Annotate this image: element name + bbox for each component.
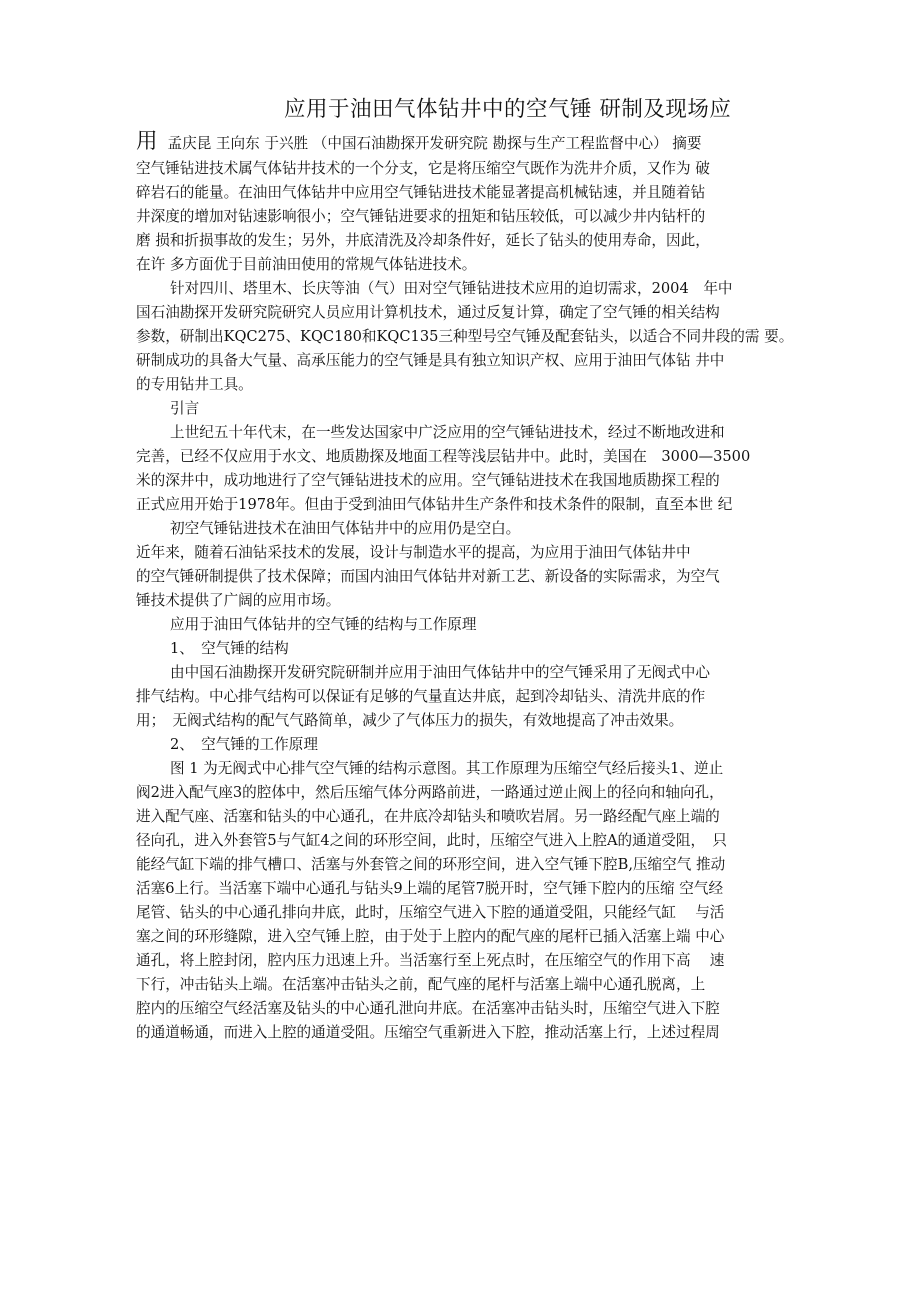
body-text-line: 初空气锤钻进技术在油田气体钻井中的应用仍是空白。 <box>170 520 521 537</box>
body-text-line: 的空气锤研制提供了技术保障；而国内油田气体钻井对新工艺、新设备的实际需求，为空气 <box>136 568 720 585</box>
authors-line: 孟庆昆 王向东 于兴胜 （中国石油勘探开发研究院 勘探与生产工程监督中心） 摘要 <box>167 135 702 152</box>
body-text-line: 锤技术提供了广阔的应用市场。 <box>136 592 341 609</box>
body-text-line: 2、 空气锤的工作原理 <box>170 736 318 753</box>
body-text-line: 由中国石油勘探开发研究院研制并应用于油田气体钻井中的空气锤采用了无阀式中心 <box>170 664 710 681</box>
body-text-line: 参数，研制出KQC275、KQC180和KQC135三种型号空气锤及配套钻头，以适合不同井段的需 要。 <box>136 328 794 345</box>
title-end-char: 用 <box>136 129 158 154</box>
body-text-line: 腔内的压缩空气经活塞及钻头的中心通孔泄向井底。在活塞冲击钻头时，压缩空气进入下腔 <box>136 1000 720 1017</box>
body-text-line: 在许 多方面优于目前油田使用的常规气体钻进技术。 <box>136 256 477 273</box>
body-text-line: 上世纪五十年代末，在一些发达国家中广泛应用的空气锤钻进技术，经过不断地改进和 <box>170 424 725 441</box>
body-text-line: 径向孔，进入外套管5与气缸4之间的环形空间，此时，压缩空气进入上腔A的通道受阻， 只 <box>136 832 727 849</box>
body-text-line: 米的深井中，成功地进行了空气锤钻进技术的应用。空气锤钻进技术在我国地质勘探工程的 <box>136 472 720 489</box>
body-text-line: 图 1 为无阀式中心排气空气锤的结构示意图。其工作原理为压缩空气经后接头1、逆止 <box>170 760 724 777</box>
body-text-line: 引言 <box>170 400 200 417</box>
body-text-line: 国石油勘探开发研究院研究人员应用计算机技术，通过反复计算，确定了空气锤的相关结构 <box>136 304 720 321</box>
body-text-line: 近年来，随着石油钻采技术的发展，设计与制造水平的提高，为应用于油田气体钻井中 <box>136 544 691 561</box>
body-text-line: 的专用钻井工具。 <box>136 376 253 393</box>
body-text-line: 1、 空气锤的结构 <box>170 640 289 657</box>
body-text-line: 阀2进入配气座3的腔体中，然后压缩气体分两路前进，一路通过逆止阀上的径向和轴向孔， <box>136 784 724 801</box>
body-text-line: 用； 无阀式结构的配气气路简单，减少了气体压力的损失，有效地提高了冲击效果。 <box>136 712 684 729</box>
body-text-line: 应用于油田气体钻井的空气锤的结构与工作原理 <box>170 616 477 633</box>
body-text-line: 通孔，将上腔封闭，腔内压力迅速上升。当活塞行至上死点时，在压缩空气的作用下高 速 <box>136 952 725 969</box>
body-text-line: 活塞6上行。当活塞下端中心通孔与钻头9上端的尾管7脱开时，空气锤下腔内的压缩 空气经 <box>136 880 724 897</box>
body-text-line: 进入配气座、活塞和钻头的中心通孔，在井底冷却钻头和喷吹岩屑。另一路经配气座上端的 <box>136 808 720 825</box>
title-continuation-line <box>136 129 702 154</box>
body-text-line: 下行，冲击钻头上端。在活塞冲击钻头之前，配气座的尾杆与活塞上端中心通孔脱离，上 <box>136 976 706 993</box>
body-text-line: 井深度的增加对钻速影响很小；空气锤钻进要求的扭矩和钻压较低，可以减少井内钻杆的 <box>136 208 706 225</box>
body-text-line: 塞之间的环形缝隙，进入空气锤上腔，由于处于上腔内的配气座的尾杆已插入活塞上端 中心 <box>136 928 725 945</box>
body-text-line: 碎岩石的能量。在油田气体钻井中应用空气锤钻进技术能显著提高机械钻速，并且随着钻 <box>136 184 706 201</box>
body-text-line: 针对四川、塔里木、长庆等油（气）田对空气锤钻进技术应用的迫切需求，2004 年中 <box>170 280 733 297</box>
body-text-line: 的通道畅通，而进入上腔的通道受阻。压缩空气重新进入下腔，推动活塞上行，上述过程周 <box>136 1024 720 1041</box>
body-text-line: 正式应用开始于1978年。但由于受到油田气体钻井生产条件和技术条件的限制，直至本世 纪 <box>136 496 733 513</box>
body-text-line: 空气锤钻进技术属气体钻井技术的一个分支，它是将压缩空气既作为洗井介质，又作为 破 <box>136 160 710 177</box>
body-text-line: 磨 损和折损事故的发生；另外，井底清洗及冷却条件好，延长了钻头的使用寿命，因此， <box>136 232 710 249</box>
title-first-line: 应用于油田气体钻井中的空气锤 研制及现场应 <box>284 97 732 122</box>
body-text-line: 能经气缸下端的排气槽口、活塞与外套管之间的环形空间，进入空气锤下腔B,压缩空气 推动 <box>136 856 726 873</box>
body-text-line: 研制成功的具备大气量、高承压能力的空气锤是具有独立知识产权、应用于油田气体钻 井中 <box>136 352 725 369</box>
body-text-line: 完善，已经不仅应用于水文、地质勘探及地面工程等浅层钻井中。此时，美国在 3000—3500 <box>136 448 751 465</box>
body-text-line: 排气结构。中心排气结构可以保证有足够的气量直达井底，起到冷却钻头、清洗井底的作 <box>136 688 706 705</box>
body-text-line: 尾管、钻头的中心通孔排向井底，此时，压缩空气进入下腔的通道受阻，只能经气缸 与活 <box>136 904 725 921</box>
